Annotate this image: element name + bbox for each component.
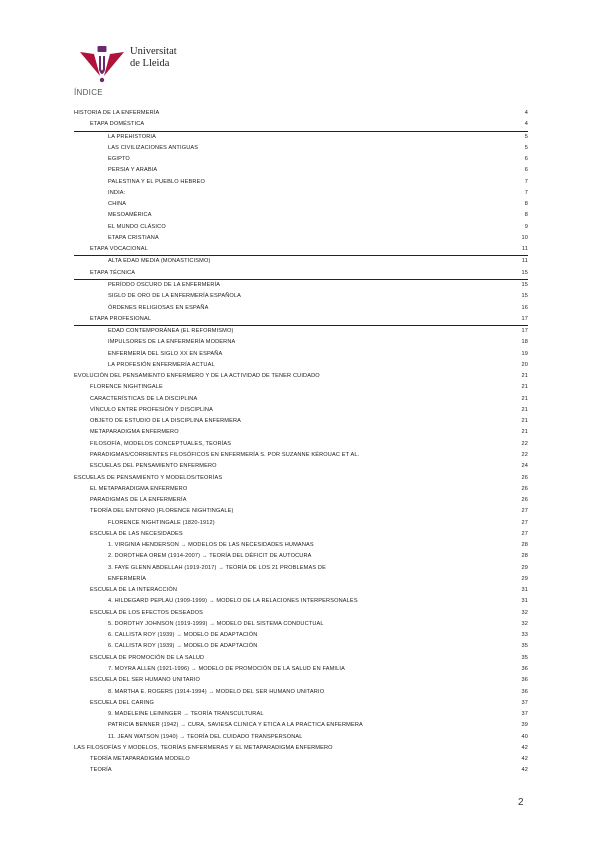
toc-entry[interactable] xyxy=(74,188,528,199)
toc-entry[interactable] xyxy=(74,360,528,371)
toc-entry-page: 32 xyxy=(521,609,528,616)
toc-entry[interactable] xyxy=(74,608,528,619)
toc-entry[interactable] xyxy=(74,119,528,131)
toc-entry-page: 19 xyxy=(521,350,528,357)
toc-entry-title: CHINA xyxy=(108,201,127,208)
toc-entry-title: 8. MARTHA E. ROGERS (1914-1994) → MODELO DEL SER HUMANO UNITARIO xyxy=(108,688,325,695)
toc-entry-title: ESCUELA DE LA INTERACCIÓN xyxy=(90,587,178,594)
toc-entry[interactable] xyxy=(74,563,528,574)
toc-entry-title: ALTA EDAD MEDIA (MONASTICISMO) xyxy=(108,258,211,265)
toc-entry-page: 42 xyxy=(521,744,528,751)
toc-entry-page: 6 xyxy=(524,156,528,163)
toc-entry-page: 17 xyxy=(521,315,528,322)
toc-entry[interactable] xyxy=(74,698,528,709)
toc-entry[interactable] xyxy=(74,154,528,165)
toc-entry[interactable] xyxy=(74,653,528,664)
toc-entry-page: 21 xyxy=(521,418,528,425)
toc-entry[interactable] xyxy=(74,484,528,495)
toc-entry-title: ESCUELAS DE PENSAMIENTO Y MODELOS/TEORÍAS xyxy=(74,474,223,481)
toc-entry-page: 16 xyxy=(521,304,528,311)
toc-entry-page: 7 xyxy=(524,189,528,196)
toc-entry[interactable] xyxy=(74,371,528,382)
toc-entry-title: ÓRDENES RELIGIOSAS EN ESPAÑA xyxy=(108,304,209,311)
toc-entry-page: 27 xyxy=(521,519,528,526)
toc-entry-page: 15 xyxy=(521,281,528,288)
toc-entry-title: ESCUELAS DEL PENSAMIENTO ENFERMERO xyxy=(90,463,217,470)
toc-entry-page: 42 xyxy=(521,767,528,774)
toc-entry[interactable] xyxy=(74,495,528,506)
toc-entry-title: 9. MADELEINE LEININGER → TEORÍA TRANSCULTURAL xyxy=(108,711,264,718)
toc-entry[interactable] xyxy=(74,349,528,360)
toc-entry[interactable] xyxy=(74,596,528,607)
toc-entry-title: SIGLO DE ORO DE LA ENFERMERÍA ESPAÑOLA xyxy=(108,293,242,300)
toc-entry[interactable] xyxy=(74,675,528,686)
university-emblem-icon xyxy=(74,40,130,84)
toc-entry-title: PALESTINA Y EL PUEBLO HEBREO xyxy=(108,178,205,185)
toc-entry-title: 2. DOROTHEA OREM (1914-2007) → TEORÍA DEL DÉFICIT DE AUTOCURA xyxy=(108,553,312,560)
toc-entry-page: 27 xyxy=(521,508,528,515)
toc-entry-title: EDAD CONTEMPORÁNEA (EL REFORMISMO) xyxy=(108,328,234,335)
toc-entry-page: 10 xyxy=(521,234,528,241)
toc-entry[interactable] xyxy=(74,529,528,540)
toc-entry-page: 28 xyxy=(521,553,528,560)
toc-entry-page: 36 xyxy=(521,666,528,673)
toc-entry-title: ETAPA CRISTIANA xyxy=(108,234,159,241)
toc-entry-page: 4 xyxy=(524,121,528,128)
toc-entry-page: 33 xyxy=(521,632,528,639)
university-name xyxy=(130,46,177,70)
toc-entry-page: 21 xyxy=(521,429,528,436)
toc-entry-title: FILOSOFÍA, MODELOS CONCEPTUALES, TEORÍAS xyxy=(90,440,232,447)
toc-entry-page: 39 xyxy=(521,722,528,729)
toc-entry[interactable] xyxy=(74,540,528,551)
toc-entry-page: 5 xyxy=(524,133,528,140)
toc-entry-page: 29 xyxy=(521,575,528,582)
toc-entry-title: 7. MOYRA ALLEN (1921-1996) → MODELO DE PROMOCIÓN DE LA SALUD EN FAMILIA xyxy=(108,666,345,673)
toc-entry-title: ETAPA PROFESIONAL xyxy=(90,315,152,322)
toc-entry-page: 37 xyxy=(521,711,528,718)
toc-entry-page: 5 xyxy=(524,144,528,151)
toc-entry-title: LAS CIVILIZACIONES ANTIGUAS xyxy=(108,144,199,151)
toc-entry-page: 8 xyxy=(524,201,528,208)
toc-entry-title: ETAPA VOCACIONAL xyxy=(90,246,148,253)
toc-entry-title: OBJETO DE ESTUDIO DE LA DISCIPLINA ENFERMERA xyxy=(90,418,242,425)
toc-entry-title: ESCUELA DE LOS EFECTOS DESEADOS xyxy=(90,609,204,616)
toc-entry[interactable] xyxy=(74,416,528,427)
toc-entry[interactable] xyxy=(74,165,528,176)
toc-entry[interactable] xyxy=(74,506,528,517)
toc-entry-page: 28 xyxy=(521,542,528,549)
toc-entry[interactable] xyxy=(74,177,528,188)
toc-entry-page: 32 xyxy=(521,620,528,627)
toc-entry-page: 21 xyxy=(521,373,528,380)
logo-line-1: Universitat xyxy=(130,46,177,57)
toc-entry-page: 36 xyxy=(521,688,528,695)
toc-entry-page: 9 xyxy=(524,223,528,230)
toc-entry-page: 8 xyxy=(524,212,528,219)
toc-entry-title: CARACTERÍSTICAS DE LA DISCIPLINA xyxy=(90,395,198,402)
toc-entry-page: 21 xyxy=(521,384,528,391)
toc-entry-page: 18 xyxy=(521,339,528,346)
toc-entry-page: 15 xyxy=(521,293,528,300)
toc-entry-title: 1. VIRGINIA HENDERSON → MODELOS DE LAS NECESIDADES HUMANAS xyxy=(108,542,314,549)
toc-entry[interactable] xyxy=(74,303,528,314)
toc-entry-title: EL MUNDO CLÁSICO xyxy=(108,223,166,230)
toc-entry[interactable] xyxy=(74,143,528,154)
toc-entry[interactable] xyxy=(74,754,528,765)
toc-entry-title: LA PREHISTORIA xyxy=(108,133,157,140)
toc-entry-title: FLORENCE NIGHTINGALE (1820-1912) xyxy=(108,519,215,526)
toc-entry-page: 15 xyxy=(521,269,528,276)
toc-entry[interactable] xyxy=(74,199,528,210)
toc-entry[interactable] xyxy=(74,551,528,562)
toc-entry-page: 4 xyxy=(524,110,528,116)
toc-entry-title: MESOAMÉRICA xyxy=(108,212,152,219)
toc-entry-title: ESCUELA DEL SER HUMANO UNITARIO xyxy=(90,677,201,684)
toc-entry[interactable] xyxy=(74,630,528,641)
toc-entry-title: ETAPA DOMÉSTICA xyxy=(90,121,145,128)
toc-entry-title: INDIA: xyxy=(108,189,126,196)
toc-entry-page: 22 xyxy=(521,440,528,447)
toc-entry-title: TEORÍA xyxy=(90,767,112,774)
index-heading: ÍNDICE xyxy=(74,88,103,97)
toc-entry[interactable] xyxy=(74,518,528,529)
toc-entry-page: 11 xyxy=(521,258,528,265)
toc-entry-title: ENFERMERÍA xyxy=(108,575,147,582)
toc-entry-title: 6. CALLISTA ROY (1939) → MODELO DE ADAPTACIÓN xyxy=(108,643,258,650)
toc-entry-title: TEORÍA METAPARADIGMA MODELO xyxy=(90,756,190,763)
toc-entry[interactable] xyxy=(74,337,528,348)
toc-entry-title: METAPARADIGMA ENFERMERO xyxy=(90,429,179,436)
toc-entry-title: EL METAPARADIGMA ENFERMERO xyxy=(90,485,188,492)
toc-entry-title: HISTORIA DE LA ENFERMERÍA xyxy=(74,110,160,116)
page-number: 2 xyxy=(518,797,524,808)
toc-entry[interactable] xyxy=(74,732,528,743)
toc-entry-title: PARADIGMAS DE LA ENFERMERÍA xyxy=(90,497,187,504)
toc-entry[interactable] xyxy=(74,394,528,405)
toc-entry-title: ESCUELA DE LAS NECESIDADES xyxy=(90,530,183,537)
toc-entry-title: IMPULSORES DE LA ENFERMERÍA MODERNA xyxy=(108,339,236,346)
toc-entry[interactable] xyxy=(74,405,528,416)
toc-entry-page: 22 xyxy=(521,451,528,458)
toc-entry-title: LA PROFESIÓN ENFERMERÍA ACTUAL xyxy=(108,361,215,368)
toc-entry-title: EVOLUCIÓN DEL PENSAMIENTO ENFERMERO Y DE LA ACTIVIDAD DE TENER CUIDADO xyxy=(74,373,320,380)
toc-entry[interactable] xyxy=(74,720,528,731)
toc-entry[interactable] xyxy=(74,256,528,267)
toc-entry[interactable] xyxy=(74,233,528,244)
toc-entry[interactable] xyxy=(74,280,528,291)
toc-entry[interactable] xyxy=(74,382,528,393)
toc-entry-page: 21 xyxy=(521,406,528,413)
toc-entry-page: 27 xyxy=(521,530,528,537)
toc-entry-page: 37 xyxy=(521,699,528,706)
toc-entry-page: 40 xyxy=(521,733,528,740)
toc-entry[interactable] xyxy=(74,326,528,337)
toc-entry-title: VÍNCULO ENTRE PROFESIÓN Y DISCIPLINA xyxy=(90,406,213,413)
toc-entry-page: 7 xyxy=(524,178,528,185)
toc-entry[interactable] xyxy=(74,473,528,484)
toc-entry[interactable] xyxy=(74,132,528,143)
toc-entry-page: 35 xyxy=(521,643,528,650)
toc-entry-page: 21 xyxy=(521,395,528,402)
toc-entry[interactable] xyxy=(74,210,528,221)
toc-entry-page: 29 xyxy=(521,564,528,571)
toc-entry-title: EGIPTO xyxy=(108,156,130,163)
toc-entry[interactable] xyxy=(74,314,528,326)
toc-entry[interactable] xyxy=(74,291,528,302)
toc-entry-title: 5. DOROTHY JOHNSON (1919-1999) → MODELO DEL SISTEMA CONDUCTUAL xyxy=(108,620,324,627)
toc-entry-page: 6 xyxy=(524,167,528,174)
toc-entry[interactable] xyxy=(74,108,528,119)
toc-entry-page: 31 xyxy=(521,587,528,594)
toc-entry-title: PERSIA Y ARABIA xyxy=(108,167,158,174)
toc-entry[interactable] xyxy=(74,641,528,652)
toc-entry-page: 26 xyxy=(521,474,528,481)
toc-entry[interactable] xyxy=(74,461,528,472)
toc-entry[interactable] xyxy=(74,222,528,233)
toc-entry-title: PATRICIA BENNER (1942) → CURA, SAVIESA CLINICA Y ETICA A LA PRACTICA ENFERMERA xyxy=(108,722,363,729)
table-of-contents xyxy=(74,108,528,777)
toc-entry[interactable] xyxy=(74,574,528,585)
logo-line-2: de Lleida xyxy=(130,58,170,69)
toc-entry-page: 35 xyxy=(521,654,528,661)
toc-entry[interactable] xyxy=(74,439,528,450)
toc-entry-title: 6. CALLISTA ROY (1939) → MODELO DE ADAPTACIÓN xyxy=(108,632,258,639)
toc-entry[interactable] xyxy=(74,450,528,461)
toc-entry[interactable] xyxy=(74,244,528,256)
toc-entry-title: PERÍODO OSCURO DE LA ENFERMERÍA xyxy=(108,281,221,288)
toc-entry[interactable] xyxy=(74,709,528,720)
toc-entry-title: FLORENCE NIGHTINGALE xyxy=(90,384,163,391)
toc-entry-title: ETAPA TÉCNICA xyxy=(90,269,136,276)
toc-entry-page: 24 xyxy=(521,463,528,470)
toc-entry-page: 31 xyxy=(521,598,528,605)
toc-entry-title: 11. JEAN WATSON (1940) → TEORÍA DEL CUIDADO TRANSPERSONAL xyxy=(108,733,303,740)
toc-entry-title: 3. FAYE GLENN ABDELLAH (1919-2017) → TEORÍA DE LOS 21 PROBLEMAS DE xyxy=(108,564,326,571)
toc-entry-title: PARADIGMAS/CORRIENTES FILOSÓFICOS EN ENFERMERÍA S. POR SUZANNE KÉROUAC ET AL. xyxy=(90,451,360,458)
toc-entry-title: ESCUELA DE PROMOCIÓN DE LA SALUD xyxy=(90,654,205,661)
toc-entry-title: ESCUELA DEL CARING xyxy=(90,699,155,706)
toc-entry-page: 20 xyxy=(521,361,528,368)
toc-entry-title: ENFERMERÍA DEL SIGLO XX EN ESPAÑA xyxy=(108,350,223,357)
toc-entry[interactable] xyxy=(74,585,528,596)
toc-entry-page: 17 xyxy=(521,328,528,335)
toc-entry[interactable] xyxy=(74,268,528,280)
toc-entry[interactable] xyxy=(74,743,528,754)
toc-entry-title: TEORÍA DEL ENTORNO (FLORENCE NIGHTINGALE) xyxy=(90,508,234,515)
toc-entry-title: LAS FILOSOFÍAS Y MODELOS, TEORÍAS ENFERMERAS Y EL METAPARADIGMA ENFERMERO xyxy=(74,744,333,751)
toc-entry-page: 26 xyxy=(521,485,528,492)
toc-entry-page: 11 xyxy=(521,246,528,253)
toc-entry-page: 26 xyxy=(521,497,528,504)
toc-entry-page: 36 xyxy=(521,677,528,684)
toc-entry[interactable] xyxy=(74,765,528,776)
toc-entry[interactable] xyxy=(74,427,528,438)
toc-entry[interactable] xyxy=(74,619,528,630)
toc-entry-title: 4. HILDEGARD PEPLAU (1909-1999) → MODELO DE LA RELACIONES INTERPERSONALES xyxy=(108,598,358,605)
toc-entry-page: 42 xyxy=(521,756,528,763)
toc-entry[interactable] xyxy=(74,664,528,675)
toc-entry[interactable] xyxy=(74,687,528,698)
